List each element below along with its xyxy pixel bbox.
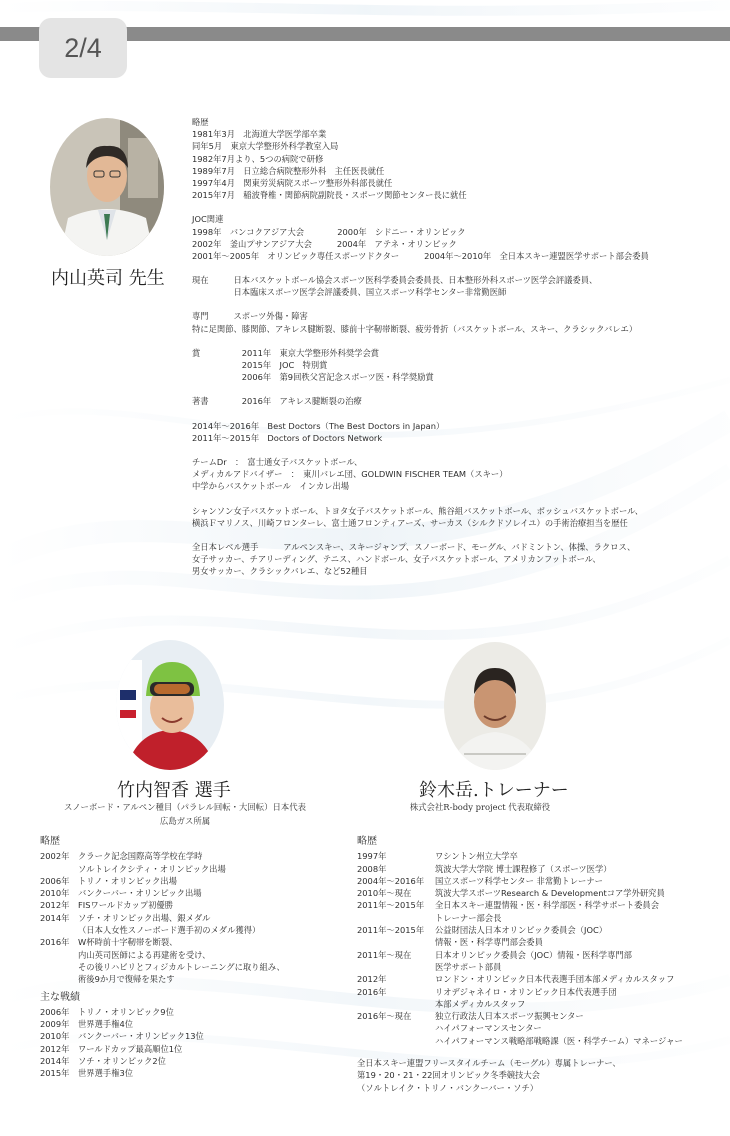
career-row (357, 961, 717, 973)
career-text: ワールドカップ最高順位1位 (78, 1043, 183, 1054)
career-row (40, 936, 340, 948)
bio-line: 日本臨床スポーツ医学会評議委員、国立スポーツ科学センター非常勤医師 (192, 287, 507, 298)
career-year (357, 998, 435, 1010)
career-text: 世界選手権3位 (78, 1068, 134, 1079)
career-year: 2004年～2016年 (357, 875, 425, 886)
career-year: 2014年 (40, 1056, 70, 1067)
athlete-career (40, 836, 340, 1080)
career-year: 2006年 (40, 875, 70, 886)
career-row (40, 973, 340, 985)
doctor-avatar (50, 118, 164, 256)
bio-line: JOC関連 (192, 214, 224, 225)
career-text: ハイパフォーマンス戦略部戦略課（医・科学チーム）マネージャー (435, 1035, 683, 1046)
trainer-history-list (357, 850, 717, 1047)
career-row (40, 1055, 340, 1067)
career-text: W杯時前十字靭帯を断裂、 (78, 937, 178, 948)
career-row (357, 863, 717, 875)
career-row (40, 887, 340, 899)
career-row (357, 912, 717, 924)
bio-line: 同年5月 東京大学整形外科学教室入局 (192, 141, 339, 152)
career-row (40, 1030, 340, 1042)
career-text: 筑波大学大学院 博士課程修了（スポーツ医学） (435, 863, 612, 874)
career-text: 本部メディカルスタッフ (435, 998, 526, 1009)
career-text: ソチ・オリンピック出場、銀メダル (78, 912, 211, 923)
career-row (357, 899, 717, 911)
bio-line: 現在 日本バスケットボール協会スポーツ医科学委員会委員長、日本整形外科スポーツ医学会評議委員、 (192, 275, 598, 286)
bio-line: 賞 2011年 東京大学整形外科奨学会賞 (192, 347, 380, 358)
bio-line: チームDr ： 富士通女子バスケットボール、 (192, 456, 363, 467)
career-year (40, 949, 78, 961)
career-text: 国立スポーツ科学センター 非常勤トレーナー (435, 875, 603, 886)
bio-line: 1981年3月 北海道大学医学部卒業 (192, 129, 327, 140)
bio-line: 男女サッカー、クラシックバレエ、など52種目 (192, 566, 368, 577)
career-row (40, 863, 340, 875)
career-row (357, 949, 717, 961)
career-year: 2012年 (40, 900, 70, 911)
bio-spacer (192, 298, 649, 310)
career-year: 2008年 (357, 863, 387, 874)
bio-line: 2002年 釜山プサンアジア大会 2004年 アテネ・オリンピック (192, 238, 457, 249)
bio-line: 2015年 JOC 特別賞 (192, 360, 328, 370)
trainer-subtitle: 株式会社R-body project 代表取締役 (409, 802, 551, 812)
career-row (40, 899, 340, 911)
career-year (357, 961, 435, 973)
career-year: 2010年 (40, 888, 70, 899)
career-row (357, 887, 717, 899)
career-text: ロンドン・オリンピック日本代表選手団本部メディカルスタッフ (435, 974, 675, 985)
bio-line: 1998年 バンコクアジア大会 2000年 シドニー・オリンピック (192, 226, 466, 237)
career-year: 1997年 (357, 851, 387, 862)
career-text: バンクーバー・オリンピック出場 (78, 888, 202, 899)
career-row (357, 1022, 717, 1034)
bio-spacer (192, 201, 649, 213)
career-text: 筑波大学スポーツResearch & Developmentコア学外研究員 (435, 888, 665, 899)
career-text: 内山英司医師による再建術を受け、 (78, 949, 211, 960)
career-row (357, 998, 717, 1010)
athlete-history-list (40, 850, 340, 985)
bio-line: 2006年 第9回秩父宮記念スポーツ医・科学奨励賞 (192, 372, 434, 383)
bio-spacer (192, 262, 649, 274)
athlete-name: 竹内智香 選手 (117, 780, 231, 801)
career-text: 独立行政法人日本スポーツ振興センター (435, 1011, 584, 1022)
career-year: 2012年 (40, 1043, 70, 1054)
doctor-biography (192, 116, 649, 577)
career-year: 2014年 (40, 912, 70, 923)
career-text: トリノ・オリンピック9位 (78, 1006, 174, 1017)
career-row (40, 875, 340, 887)
career-year: 2016年 (40, 937, 70, 948)
bio-line: 2014年～2016年 Best Doctors（The Best Doctors in Japan） (192, 420, 445, 431)
career-text: 日本オリンピック委員会（JOC）情報・医科学専門部 (435, 949, 632, 960)
trainer-name: 鈴木岳.トレーナー (419, 780, 569, 801)
bio-line: メディカルアドバイザー ： 東川バレエ団、GOLDWIN FISCHER TEAM（スキー） (192, 469, 508, 480)
career-year: 2015年 (40, 1068, 70, 1079)
page-indicator: 2/4 (39, 18, 127, 78)
career-row (40, 961, 340, 973)
athlete-results-title: 主な戦績 (40, 991, 80, 1003)
career-text: ハイパフォーマンスセンター (435, 1023, 542, 1034)
career-text: 世界選手権4位 (78, 1019, 134, 1030)
bio-line: 横浜Ｆマリノス、川崎フロンターレ、富士通フロンティアーズ、サーカス（シルクドソレイユ）の手術治療担当を歴任 (192, 517, 628, 528)
career-year: 2010年～現在 (357, 888, 412, 899)
bio-line: 2011年～2015年 Doctors of Doctors Network (192, 432, 383, 443)
career-year: 2011年～2015年 (357, 925, 425, 936)
bio-line: 女子サッカー、チアリーディング、テニス、ハンドボール、女子バスケットボール、アメリカンフットボール、 (192, 554, 601, 565)
bio-line: 全日本レベル選手 アルペンスキー、スキージャンプ、スノーボード、モーグル、バドミントン、体操、ラクロス、 (192, 541, 636, 552)
career-year (357, 1022, 435, 1034)
career-row (40, 912, 340, 924)
career-year: 2010年 (40, 1031, 70, 1042)
trainer-career (357, 836, 717, 1094)
athlete-history-title: 略歴 (40, 836, 60, 847)
career-text: トリノ・オリンピック出場 (78, 875, 177, 886)
career-row (357, 1010, 717, 1022)
career-row (40, 1006, 340, 1018)
career-text: ワシントン州立大学卒 (435, 851, 518, 862)
career-row (40, 1067, 340, 1079)
career-text: 全日本スキー連盟情報・医・科学部医・科学サポート委員会 (435, 900, 660, 911)
career-year (40, 973, 78, 985)
bio-line: 2001年～2005年 オリンピック専任スポーツドクター 2004年～2010年 全日本スキー連盟医学サポート部会委員 (192, 250, 649, 261)
athlete-subtitle-affiliation: 広島ガス所属 (159, 816, 211, 826)
bio-spacer (192, 529, 649, 541)
career-text: （日本人女性スノーボード選手初のメダル獲得） (78, 925, 261, 936)
career-year (40, 863, 78, 875)
career-row (40, 850, 340, 862)
trainer-history-title: 略歴 (357, 836, 377, 847)
career-year (357, 1035, 435, 1047)
career-text: ソチ・オリンピック2位 (78, 1056, 166, 1067)
bio-spacer (192, 444, 649, 456)
bio-line: 1982年7月より、5つの病院で研修 (192, 153, 324, 164)
bio-line: 著書 2016年 アキレス腱断裂の治療 (192, 396, 362, 407)
bio-line: 1997年4月 関東労災病院スポーツ整形外科部長就任 (192, 177, 393, 188)
career-text: 情報・医・科学専門部会委員 (435, 937, 543, 948)
career-year (357, 912, 435, 924)
career-text: 術後9か月で復帰を果たす (78, 974, 175, 985)
career-row (40, 924, 340, 936)
bio-spacer (192, 408, 649, 420)
bio-spacer (192, 383, 649, 395)
athlete-subtitle-team: スノーボード・アルペン種目（パラレル回転・大回転）日本代表 (63, 802, 307, 812)
career-row (357, 986, 717, 998)
bio-spacer (192, 493, 649, 505)
career-text: 公益財団法人日本オリンピック委員会（JOC） (435, 925, 608, 936)
career-year: 2011年～2015年 (357, 900, 425, 911)
career-year: 2002年 (40, 851, 70, 862)
career-text: クラーク記念国際高等学校在学時 (78, 851, 203, 862)
career-year: 2009年 (40, 1019, 70, 1030)
athlete-avatar (116, 640, 224, 770)
career-row (40, 1018, 340, 1030)
closing-line: （ソルトレイク・トリノ・バンクーバー・ソチ） (357, 1082, 539, 1093)
bio-line: 略歴 (192, 117, 209, 127)
athlete-results-list (40, 1006, 340, 1080)
trainer-avatar (444, 642, 546, 770)
bio-line: 2015年7月 稲波脊椎・関節病院副院長・スポーツ関節センター長に就任 (192, 190, 467, 201)
career-text: その後リハビリとフィジカルトレーニングに取り組み、 (78, 961, 285, 972)
bio-line: 専門 スポーツ外傷・障害 (192, 311, 308, 322)
career-row (40, 1043, 340, 1055)
career-year: 2011年～現在 (357, 949, 412, 960)
closing-line: 全日本スキー連盟フリースタイルチーム（モーグル）専属トレーナー、 (357, 1058, 621, 1069)
bio-line: 1989年7月 日立総合病院整形外科 主任医長就任 (192, 165, 385, 176)
career-year: 2016年 (357, 986, 387, 997)
career-year: 2006年 (40, 1006, 70, 1017)
career-row (357, 1035, 717, 1047)
career-row (357, 973, 717, 985)
career-text: FISワールドカップ初優勝 (78, 900, 173, 911)
career-year (357, 936, 435, 948)
career-year (40, 924, 78, 936)
career-row (357, 924, 717, 936)
career-year (40, 961, 78, 973)
career-text: ソルトレイクシティ・オリンピック出場 (78, 863, 226, 874)
career-row (40, 949, 340, 961)
career-text: 医学サポート部員 (435, 961, 502, 972)
career-row (357, 936, 717, 948)
career-text: トレーナー部会長 (435, 912, 502, 923)
career-year: 2012年 (357, 974, 387, 985)
doctor-name: 内山英司 先生 (51, 268, 165, 289)
career-text: バンクーバー・オリンピック13位 (78, 1031, 204, 1042)
closing-line: 第19・20・21・22回オリンピック冬季競技大会 (357, 1070, 540, 1081)
bio-line: 中学からバスケットボール インカレ出場 (192, 481, 350, 492)
career-row (357, 850, 717, 862)
bio-line: 特に足関節、膝関節、アキレス腱断裂、膝前十字靭帯断裂、疲労骨折（バスケットボール、スキー、クラシックバレエ） (192, 323, 638, 334)
bio-spacer (192, 335, 649, 347)
bio-line: シャンソン女子バスケットボール、トヨタ女子バスケットボール、熊谷組バスケットボール、ボッシュバスケットボール、 (192, 505, 644, 516)
career-year: 2016年～現在 (357, 1011, 412, 1022)
career-row (357, 875, 717, 887)
trainer-closing-notes (357, 1057, 717, 1094)
career-text: リオデジャネイロ・オリンピック日本代表選手団 (435, 986, 617, 997)
